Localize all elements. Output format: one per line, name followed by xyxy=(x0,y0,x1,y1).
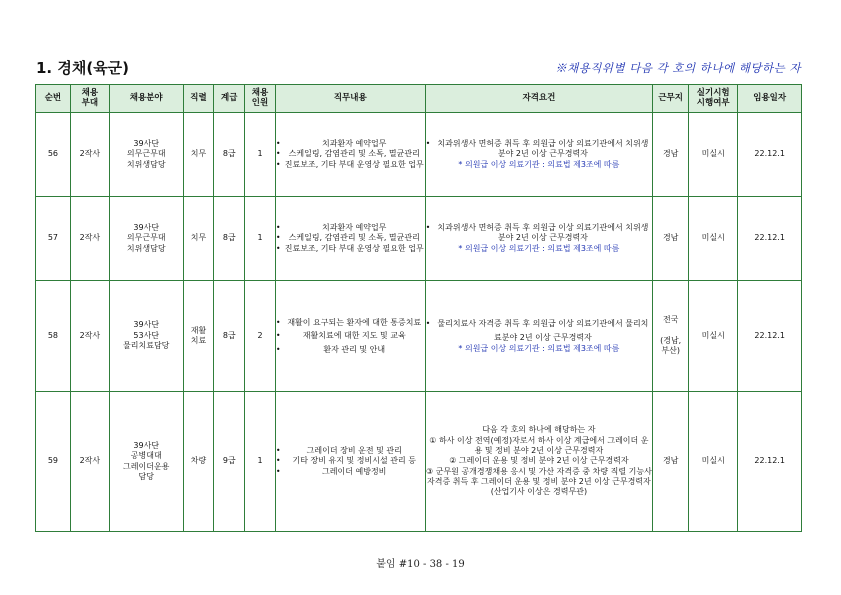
duty-item: • 기타 장비 유지 및 정비시설 관리 등 xyxy=(276,456,425,466)
row-field: 39사단 의무근무대 치위생담당 xyxy=(109,113,183,197)
col-series: 직렬 xyxy=(183,85,214,113)
duty-item: • 스케일링, 감염관리 및 소독, 멸균관리 xyxy=(276,149,425,159)
requirement-item: • 치과위생사 면허증 취득 후 의원급 이상 의료기관에서 치위생 분야 2년 이상 근무경력자 xyxy=(426,223,653,244)
row-duties xyxy=(275,392,425,532)
row-location: 경남 xyxy=(653,197,689,281)
row-series: 재활 치료 xyxy=(183,281,214,392)
row-series: 치무 xyxy=(183,197,214,281)
row-series: 치무 xyxy=(183,113,214,197)
row-unit: 2작사 xyxy=(70,197,109,281)
duty-item: • 진료보조, 기타 부대 운영상 필요한 업무 xyxy=(276,244,425,254)
row-no: 56 xyxy=(36,113,71,197)
row-unit: 2작사 xyxy=(70,281,109,392)
page-title: 1. 경채(육군) xyxy=(36,59,130,77)
row-grade: 9급 xyxy=(214,392,245,532)
table-row xyxy=(36,392,802,532)
row-no: 58 xyxy=(36,281,71,392)
duty-item: • 그레이더 장비 운전 및 관리 xyxy=(276,446,425,456)
table-row xyxy=(36,197,802,281)
row-duties xyxy=(275,113,425,197)
row-practical: 미실시 xyxy=(689,281,738,392)
requirement-item: • 치과위생사 면허증 취득 후 의원급 이상 의료기관에서 치위생 분야 2년 이상 근무경력자 xyxy=(426,139,653,160)
row-location: 경남 xyxy=(653,113,689,197)
row-field: 39사단 의무근무대 치위생담당 xyxy=(109,197,183,281)
row-practical: 미실시 xyxy=(689,113,738,197)
duty-item: • 그레이더 예방정비 xyxy=(276,467,425,477)
duty-item: • 진료보조, 기타 부대 운영상 필요한 업무 xyxy=(276,160,425,170)
col-count: 채용 인원 xyxy=(245,85,276,113)
duty-item: • 스케일링, 감염관리 및 소독, 멸균관리 xyxy=(276,233,425,243)
table-row xyxy=(36,113,802,197)
row-duties xyxy=(275,197,425,281)
row-series: 차량 xyxy=(183,392,214,532)
col-duties: 직무내용 xyxy=(275,85,425,113)
col-practical: 실기시험 시행여부 xyxy=(689,85,738,113)
table-row xyxy=(36,281,802,392)
row-grade: 8급 xyxy=(214,113,245,197)
duty-item: • 치과환자 예약업무 xyxy=(276,223,425,233)
heading-note: ※채용직위별 다음 각 호의 하나에 해당하는 자 xyxy=(555,61,801,75)
row-date: 22.12.1 xyxy=(738,197,802,281)
row-grade: 8급 xyxy=(214,197,245,281)
row-field: 39사단 53사단 물리치료담당 xyxy=(109,281,183,392)
row-date: 22.12.1 xyxy=(738,392,802,532)
col-requirements: 자격요건 xyxy=(425,85,653,113)
col-unit: 채용 부대 xyxy=(70,85,109,113)
duty-item: • 환자 관리 및 안내 xyxy=(276,343,425,357)
row-requirements: 다음 각 호의 하나에 해당하는 자 ① 하사 이상 전역(예정)자로서 하사 이상 계급에서 그레이더 운용 및 정비 분야 2년 이상 근무경력자 ② 그레이더 운용 및 정비 분야 2년 이상 근무경력자 ③ 군무원 공개경쟁채용 응시 및 가산 자격증 중 차량 직렬 기능사 자격증 취득 후 그레이더 운용 및 정비 분야 2년 이상 근무경력자(산업기사 이상은 경력무관) xyxy=(425,392,653,532)
row-count: 2 xyxy=(245,281,276,392)
table-header-row xyxy=(36,85,802,113)
row-unit: 2작사 xyxy=(70,392,109,532)
page-footer: 붙임 #10 - 38 - 19 xyxy=(376,559,465,570)
row-field: 39사단 공병대대 그레이더운용 담당 xyxy=(109,392,183,532)
col-location: 근무지 xyxy=(653,85,689,113)
duty-item: • 재활치료에 대한 지도 및 교육 xyxy=(276,329,425,343)
row-practical: 미실시 xyxy=(689,392,738,532)
row-date: 22.12.1 xyxy=(738,113,802,197)
requirement-note: * 의원급 이상 의료기관 : 의료법 제3조에 따름 xyxy=(458,344,620,354)
row-no: 59 xyxy=(36,392,71,532)
row-unit: 2작사 xyxy=(70,113,109,197)
row-requirements xyxy=(425,281,653,392)
duty-item: • 치과환자 예약업무 xyxy=(276,139,425,149)
duty-item: • 재활이 요구되는 환자에 대한 통증치료 xyxy=(276,316,425,330)
col-date: 임용일자 xyxy=(738,85,802,113)
requirement-item: • 물리치료사 자격증 취득 후 의원급 이상 의료기관에서 물리치료분야 2년 이상 근무경력자 xyxy=(426,317,653,344)
row-practical: 미실시 xyxy=(689,197,738,281)
row-location: 경남 xyxy=(653,392,689,532)
requirement-note: * 의원급 이상 의료기관 : 의료법 제3조에 따름 xyxy=(458,243,620,253)
recruitment-table xyxy=(35,84,802,532)
row-no: 57 xyxy=(36,197,71,281)
requirement-note: * 의원급 이상 의료기관 : 의료법 제3조에 따름 xyxy=(458,159,620,169)
row-requirements xyxy=(425,197,653,281)
row-count: 1 xyxy=(245,197,276,281)
row-location: 전국 (경남, 부산) xyxy=(653,281,689,392)
row-date: 22.12.1 xyxy=(738,281,802,392)
row-count: 1 xyxy=(245,113,276,197)
row-grade: 8급 xyxy=(214,281,245,392)
row-requirements xyxy=(425,113,653,197)
col-no: 순번 xyxy=(36,85,71,113)
row-count: 1 xyxy=(245,392,276,532)
col-grade: 계급 xyxy=(214,85,245,113)
col-field: 채용분야 xyxy=(109,85,183,113)
row-duties xyxy=(275,281,425,392)
